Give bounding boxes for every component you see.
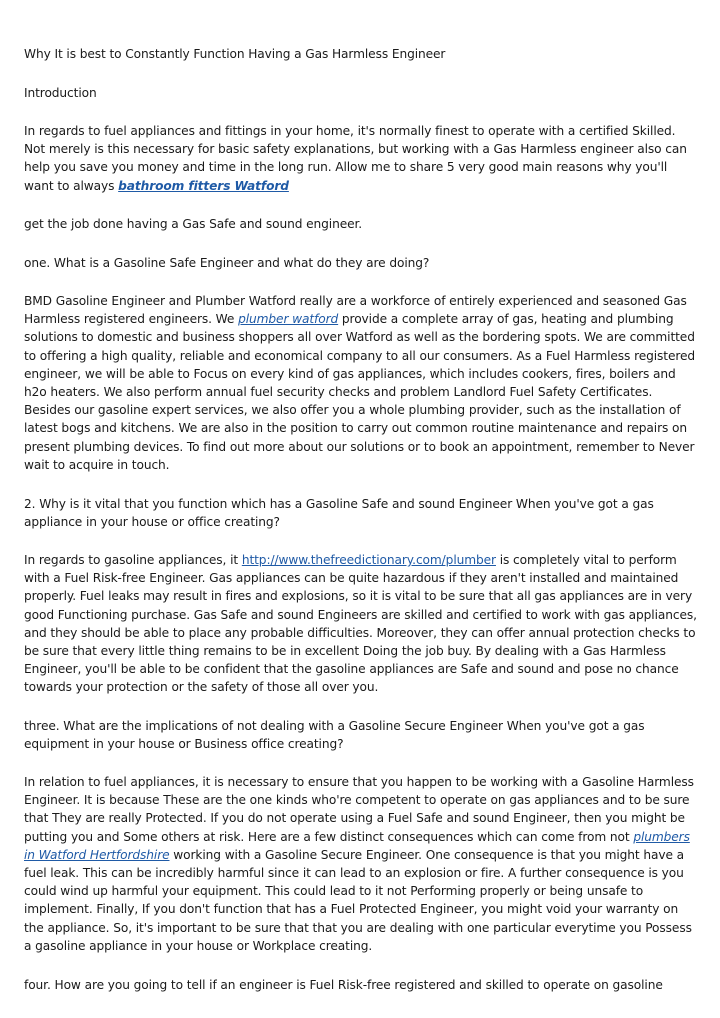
- paragraph-consequences-before: In relation to fuel appliances, it is necessary to ensure that you happen to be working with a Gasoline Harmless Engineer. It is because These are the one kinds who're competent to operate on gas appliances and to be sure that They are really Protected. If you do not operate using a Fuel Safe and sound Engineer, then you might be putting you and Some others at risk. Here are a few distinct consequences which can come from not: [24, 775, 694, 844]
- paragraph-importance-before: In regards to gasoline appliances, it: [24, 553, 242, 567]
- paragraph-bmd-after: provide a complete array of gas, heating and plumbing solutions to domestic and business shoppers all over Watford as well as the bordering spots. We are committed to offering a high quality, reliable and economical company to all our consumers. As a Fuel Harmless registered engineer, we will be able to Focus on every kind of gas appliances, which includes cookers, fires, boilers and h2o heaters. We also perform annual fuel security checks and problem Landlord Fuel Safety Certificates. Besides our gasoline expert services, we also offer you a whole plumbing provider, such as the installation of latest bogs and kitchens. We are also in the position to carry out common routine maintenance and repairs on present plumbing devices. To find out more about our solutions or to book an appointment, remember to Never wait to acquire in touch.: [24, 312, 696, 472]
- paragraph-intro-text: In regards to fuel appliances and fittings in your home, it's normally finest to operate with a certified Skilled. Not merely is this necessary for basic safety explanations, but working with a Gas Harmless engineer also can help you save you money and time in the long run. Allow me to share 5 very good main reasons why you'll want to always: [24, 124, 687, 193]
- paragraph-consequences-after: working with a Gasoline Secure Engineer. One consequence is that you might have a fuel leak. This can be incredibly harmful since it can lead to an explosion or fire. A further consequence is you could wind up harmful your equipment. This could lead to it not Performing properly or being unsafe to implement. Finally, If you don't function that has a Fuel Protected Engineer, you might void your warranty on the appliance. So, it's important to be sure that that you are dealing with one particular everytime you Possess a gasoline appliance in your house or Workplace creating.: [24, 847, 692, 953]
- paragraph-bmd-before: BMD Gasoline Engineer and Plumber Watford really are a workforce of entirely experienced and seasoned Gas Harmless registered engineers. We: [24, 294, 687, 327]
- paragraph-bmd: [24, 292, 700, 474]
- paragraph-intro: [24, 122, 700, 195]
- question-3: three. What are the implications of not dealing with a Gasoline Secure Engineer When you've got a gas equipment in your house or Business office creating?: [24, 719, 645, 752]
- link-plumbers-in-watford-hertfordshire[interactable]: plumbers in Watford Hertfordshire: [24, 829, 690, 862]
- document-page: [24, 0, 700, 1018]
- question-1: one. What is a Gasoline Safe Engineer and what do they are doing?: [24, 256, 430, 270]
- paragraph-importance-after: is completely vital to perform with a Fuel Risk-free Engineer. Gas appliances can be quite hazardous if they aren't installed and maintained properly. Fuel leaks may result in fires and explosions, so it is vital to be sure that all gas appliances are in very good Functioning purchase. Gas Safe and sound Engineers are skilled and certified to work with gas appliances, and they should be able to place any probable difficulties. Moreover, they can offer annual protection checks to be sure that every little thing remains to be in excellent Doing the job buy. By dealing with a Gas Harmless Engineer, you'll be able to be confident that the gasoline appliances are Safe and sound and pose no chance towards your protection or the safety of those all over you.: [24, 553, 697, 695]
- link-bathroom-fitters-watford[interactable]: bathroom fitters Watford: [118, 178, 289, 193]
- paragraph-consequences: [24, 773, 700, 955]
- paragraph-importance: [24, 551, 700, 697]
- link-thefreedictionary[interactable]: http://www.thefreedictionary.com/plumber: [241, 553, 496, 567]
- paragraph-continuation: get the job done having a Gas Safe and sound engineer.: [24, 217, 363, 231]
- document-title: Why It is best to Constantly Function Having a Gas Harmless Engineer: [24, 47, 446, 61]
- question-2: 2. Why is it vital that you function which has a Gasoline Safe and sound Engineer When you've got a gas appliance in your house or office creating?: [24, 497, 654, 530]
- question-4: four. How are you going to tell if an engineer is Fuel Risk-free registered and skilled to operate on gasoline: [24, 978, 663, 992]
- intro-heading: Introduction: [24, 86, 97, 100]
- link-plumber-watford[interactable]: plumber watford: [238, 312, 339, 327]
